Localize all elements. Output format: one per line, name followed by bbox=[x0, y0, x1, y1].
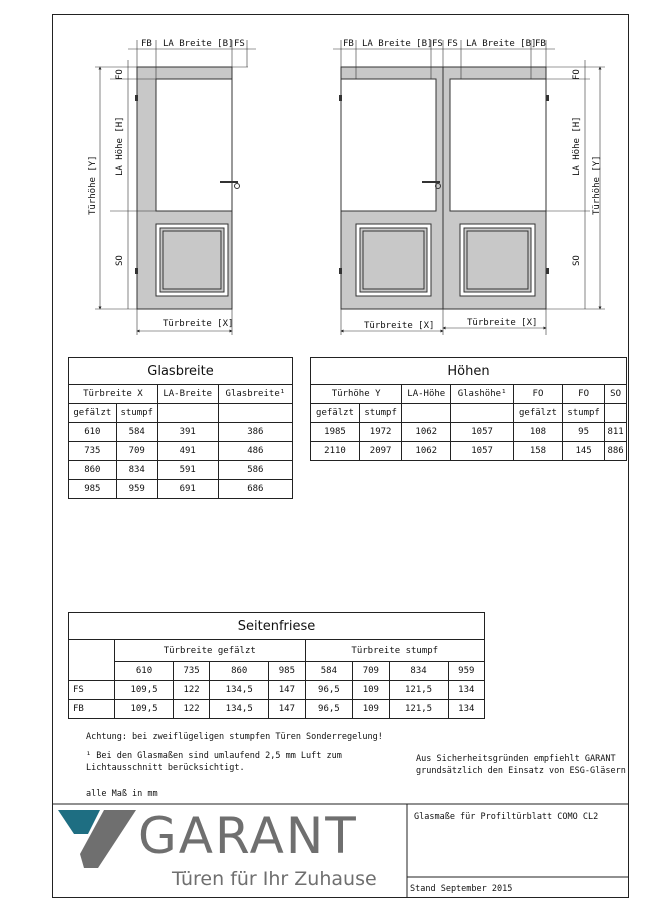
cell: 586 bbox=[218, 461, 292, 480]
cell: 709 bbox=[116, 442, 157, 461]
brand-name: GARANT bbox=[138, 807, 358, 865]
label-fs: FS bbox=[447, 39, 458, 49]
label-so: SO bbox=[572, 255, 582, 266]
label-la-breite: LA Breite [B] bbox=[466, 39, 537, 49]
table-title: Höhen bbox=[311, 358, 627, 385]
col-header: 709 bbox=[353, 662, 389, 681]
col-header: 735 bbox=[173, 662, 209, 681]
label-fs: FS bbox=[432, 39, 443, 49]
label-fo: FO bbox=[115, 69, 125, 80]
col-header: 959 bbox=[448, 662, 484, 681]
cell: 95 bbox=[562, 423, 604, 442]
table-row bbox=[69, 480, 293, 499]
cell: 691 bbox=[157, 480, 218, 499]
cell: 491 bbox=[157, 442, 218, 461]
cell: 134 bbox=[448, 700, 484, 719]
cell: 610 bbox=[69, 423, 117, 442]
col-header: Glashöhe¹ bbox=[451, 385, 514, 404]
cell: 109,5 bbox=[115, 700, 174, 719]
label-tuerbreite: Türbreite [X] bbox=[163, 319, 234, 329]
label-so: SO bbox=[115, 255, 125, 266]
cell: 1972 bbox=[360, 423, 402, 442]
cell: 985 bbox=[69, 480, 117, 499]
cell: 735 bbox=[69, 442, 117, 461]
cell: 886 bbox=[605, 442, 627, 461]
label-fb: FB bbox=[535, 39, 546, 49]
glasbreite-table bbox=[68, 357, 293, 499]
label-la-hoehe: LA Höhe [H] bbox=[572, 116, 582, 176]
cell: 122 bbox=[173, 681, 209, 700]
col-header: Glasbreite¹ bbox=[218, 385, 292, 404]
label-fo: FO bbox=[572, 69, 582, 80]
cell: 486 bbox=[218, 442, 292, 461]
cell: 122 bbox=[173, 700, 209, 719]
col-header: 860 bbox=[210, 662, 269, 681]
col-header: 834 bbox=[389, 662, 448, 681]
group-header: Türbreite gefälzt bbox=[115, 640, 306, 662]
col-subheader: gefälzt bbox=[311, 404, 360, 423]
group-header: Türbreite stumpf bbox=[305, 640, 484, 662]
cell: 109 bbox=[353, 681, 389, 700]
col-header: LA-Breite bbox=[157, 385, 218, 404]
cell: 1057 bbox=[451, 423, 514, 442]
cell: 109,5 bbox=[115, 681, 174, 700]
note-achtung: Achtung: bei zweiflügeligen stumpfen Türen Sonderregelung! bbox=[86, 732, 383, 742]
label-tuerhoehe: Türhöhe [Y] bbox=[592, 155, 602, 215]
label-la-hoehe: LA Höhe [H] bbox=[115, 116, 125, 176]
col-header: 985 bbox=[269, 662, 305, 681]
cell: 591 bbox=[157, 461, 218, 480]
note-sicherheit: Aus Sicherheitsgründen empfiehlt GARANT grundsätzlich den Einsatz von ESG-Gläsern bbox=[416, 754, 626, 776]
label-tuerhoehe: Türhöhe [Y] bbox=[88, 155, 98, 215]
brand-slogan: Türen für Ihr Zuhause bbox=[172, 868, 377, 890]
cell: 134,5 bbox=[210, 700, 269, 719]
cell: 147 bbox=[269, 700, 305, 719]
cell: 860 bbox=[69, 461, 117, 480]
cell: 158 bbox=[513, 442, 562, 461]
note-footnote: ¹ Bei den Glasmaßen sind umlaufend 2,5 mm Luft zum Lichtausschnitt berücksichtigt. bbox=[86, 751, 342, 773]
table-row bbox=[69, 423, 293, 442]
col-header: 610 bbox=[115, 662, 174, 681]
col-subheader: stumpf bbox=[116, 404, 157, 423]
col-subheader: gefälzt bbox=[69, 404, 117, 423]
table-row bbox=[69, 442, 293, 461]
table-title: Glasbreite bbox=[69, 358, 293, 385]
hoehen-table bbox=[310, 357, 627, 461]
col-header: SO bbox=[605, 385, 627, 404]
cell: 134,5 bbox=[210, 681, 269, 700]
single-door bbox=[95, 40, 256, 335]
cell: 96,5 bbox=[305, 681, 353, 700]
cell: 811 bbox=[605, 423, 627, 442]
col-header: FO bbox=[513, 385, 562, 404]
col-header: Türhöhe Y bbox=[311, 385, 402, 404]
col-subheader: stumpf bbox=[562, 404, 604, 423]
double-door bbox=[333, 40, 605, 335]
cell: 134 bbox=[448, 681, 484, 700]
col-header: FO bbox=[562, 385, 604, 404]
cell: 121,5 bbox=[389, 681, 448, 700]
cell: 686 bbox=[218, 480, 292, 499]
cell: 1062 bbox=[402, 442, 451, 461]
table-row bbox=[69, 681, 485, 700]
cell: 1985 bbox=[311, 423, 360, 442]
label-tuerbreite: Türbreite [X] bbox=[364, 321, 435, 331]
table-row bbox=[69, 461, 293, 480]
cell: 1057 bbox=[451, 442, 514, 461]
label-fs: FS bbox=[234, 39, 245, 49]
table-row bbox=[311, 423, 627, 442]
row-label: FB bbox=[69, 700, 115, 719]
table-row bbox=[311, 442, 627, 461]
row-label: FS bbox=[69, 681, 115, 700]
cell: 386 bbox=[218, 423, 292, 442]
cell: 2110 bbox=[311, 442, 360, 461]
note-alle-mass: alle Maß in mm bbox=[86, 789, 158, 799]
cell: 121,5 bbox=[389, 700, 448, 719]
cell: 109 bbox=[353, 700, 389, 719]
table-row bbox=[69, 700, 485, 719]
drawing-date: Stand September 2015 bbox=[410, 884, 513, 894]
table-title: Seitenfriese bbox=[69, 613, 485, 640]
seitenfriese-table bbox=[68, 612, 485, 719]
col-header: Türbreite X bbox=[69, 385, 158, 404]
cell: 2097 bbox=[360, 442, 402, 461]
cell: 391 bbox=[157, 423, 218, 442]
door-drawings bbox=[0, 0, 656, 340]
col-subheader: gefälzt bbox=[513, 404, 562, 423]
cell: 96,5 bbox=[305, 700, 353, 719]
cell: 1062 bbox=[402, 423, 451, 442]
cell: 108 bbox=[513, 423, 562, 442]
col-header: LA-Höhe bbox=[402, 385, 451, 404]
cell: 959 bbox=[116, 480, 157, 499]
col-header: 584 bbox=[305, 662, 353, 681]
cell: 834 bbox=[116, 461, 157, 480]
label-la-breite: LA Breite [B] bbox=[362, 39, 433, 49]
label-tuerbreite: Türbreite [X] bbox=[467, 318, 538, 328]
cell: 145 bbox=[562, 442, 604, 461]
col-subheader: stumpf bbox=[360, 404, 402, 423]
label-fb: FB bbox=[343, 39, 354, 49]
drawing-description: Glasmaße für Profiltürblatt COMO CL2 bbox=[414, 812, 599, 822]
label-fb: FB bbox=[141, 39, 152, 49]
garant-logo-icon bbox=[58, 810, 142, 870]
cell: 584 bbox=[116, 423, 157, 442]
cell: 147 bbox=[269, 681, 305, 700]
label-la-breite: LA Breite [B] bbox=[163, 39, 234, 49]
